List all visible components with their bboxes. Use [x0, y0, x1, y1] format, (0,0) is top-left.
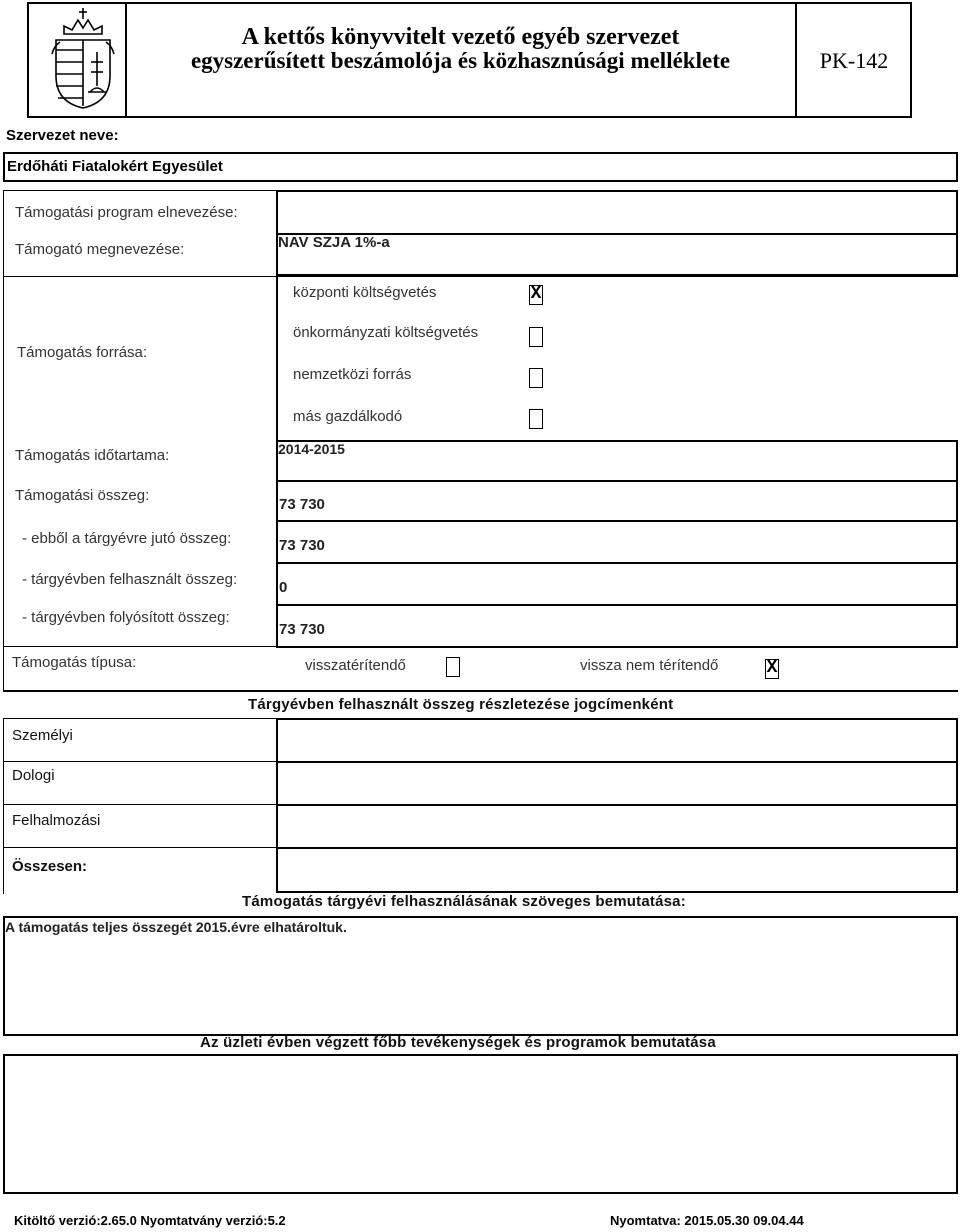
org-name-label: Szervezet neve: [6, 127, 119, 144]
used-amount-value: 0 [279, 579, 288, 596]
source-option-international-label: nemzetközi forrás [293, 366, 412, 383]
amount-label: Támogatási összeg: [15, 487, 150, 504]
program-name-field[interactable] [276, 190, 958, 235]
amount-value: 73 730 [279, 496, 325, 513]
source-option-other-checkbox[interactable] [529, 409, 543, 429]
activities-field[interactable] [3, 1054, 958, 1194]
source-divider-top [3, 276, 958, 277]
breakdown-total-label: Összesen: [12, 858, 88, 875]
source-option-other-label: más gazdálkodó [293, 408, 403, 425]
breakdown-total-field[interactable] [276, 847, 958, 893]
footer-printed-date: Nyomtatva: 2015.05.30 09.04.44 [610, 1213, 804, 1228]
type-nonrefundable-label: vissza nem térítendő [580, 657, 719, 674]
source-option-municipal-label: önkormányzati költségvetés [293, 324, 479, 341]
type-nonrefundable-checkbox[interactable]: X [766, 658, 778, 678]
type-divider-top [3, 646, 278, 647]
support-type-label: Támogatás típusa: [12, 654, 137, 671]
supporter-value: NAV SZJA 1%-a [278, 234, 390, 251]
breakdown-row-material-label: Dologi [12, 767, 55, 784]
usage-text-value: A támogatás teljes összegét 2015.évre elhatároltuk. [5, 919, 347, 935]
duration-field[interactable] [276, 440, 958, 482]
supporter-label: Támogató megnevezése: [15, 241, 185, 258]
paid-amount-field[interactable] [276, 604, 958, 648]
form-code: PK-142 [819, 48, 889, 73]
breakdown-row-divider-2 [3, 804, 278, 805]
year-amount-label: - ebből a tárgyévre jutó összeg: [22, 530, 232, 547]
footer-versions: Kitöltő verzió:2.65.0 Nyomtatvány verzió:5.2 [14, 1213, 286, 1228]
source-option-central-checkbox[interactable]: X [530, 284, 542, 304]
form-title-line1: A kettős könyvvitelt vezető egyéb szervezet [241, 24, 680, 50]
duration-label: Támogatás időtartama: [15, 447, 170, 464]
type-refundable-checkbox[interactable] [446, 657, 460, 677]
source-label: Támogatás forrása: [17, 344, 148, 361]
hungarian-coat-of-arms-icon [50, 6, 116, 110]
support-frame-left [3, 190, 4, 692]
source-option-central-label: központi költségvetés [293, 284, 437, 301]
breakdown-table-left [3, 718, 4, 894]
amount-field[interactable] [276, 480, 958, 522]
breakdown-row-capital-label: Felhalmozási [12, 812, 101, 829]
usage-text-heading: Támogatás tárgyévi felhasználásának szöveges bemutatása: [242, 893, 686, 910]
type-refundable-label: visszatérítendő [305, 657, 406, 674]
breakdown-row-divider-1 [3, 761, 278, 762]
used-amount-label: - tárgyévben felhasznált összeg: [22, 571, 238, 588]
paid-amount-value: 73 730 [279, 621, 325, 638]
used-amount-field[interactable] [276, 562, 958, 606]
duration-value: 2014-2015 [278, 441, 345, 457]
paid-amount-label: - tárgyévben folyósított összeg: [22, 609, 230, 626]
program-name-label: Támogatási program elnevezése: [15, 204, 238, 221]
activities-heading: Az üzleti évben végzett főbb tevékenységek és programok bemutatása [200, 1034, 716, 1051]
breakdown-heading: Tárgyévben felhasznált összeg részletezése jogcímenként [248, 696, 674, 713]
year-amount-field[interactable] [276, 520, 958, 564]
breakdown-row-capital-field[interactable] [276, 804, 958, 849]
source-option-international-checkbox[interactable] [529, 368, 543, 388]
year-amount-value: 73 730 [279, 537, 325, 554]
breakdown-row-personal-label: Személyi [12, 727, 73, 744]
breakdown-row-material-field[interactable] [276, 761, 958, 806]
form-title-line2: egyszerűsített beszámolója és közhasznúsági melléklete [190, 48, 731, 73]
breakdown-table-top [3, 718, 278, 719]
type-divider-bottom [3, 690, 958, 692]
source-label-divider [276, 276, 278, 440]
breakdown-row-personal-field[interactable] [276, 718, 958, 763]
org-name-value: Erdőháti Fiatalokért Egyesület [7, 158, 223, 175]
breakdown-row-divider-3 [3, 847, 278, 848]
source-option-municipal-checkbox[interactable] [529, 327, 543, 347]
support-frame-top [3, 190, 278, 191]
